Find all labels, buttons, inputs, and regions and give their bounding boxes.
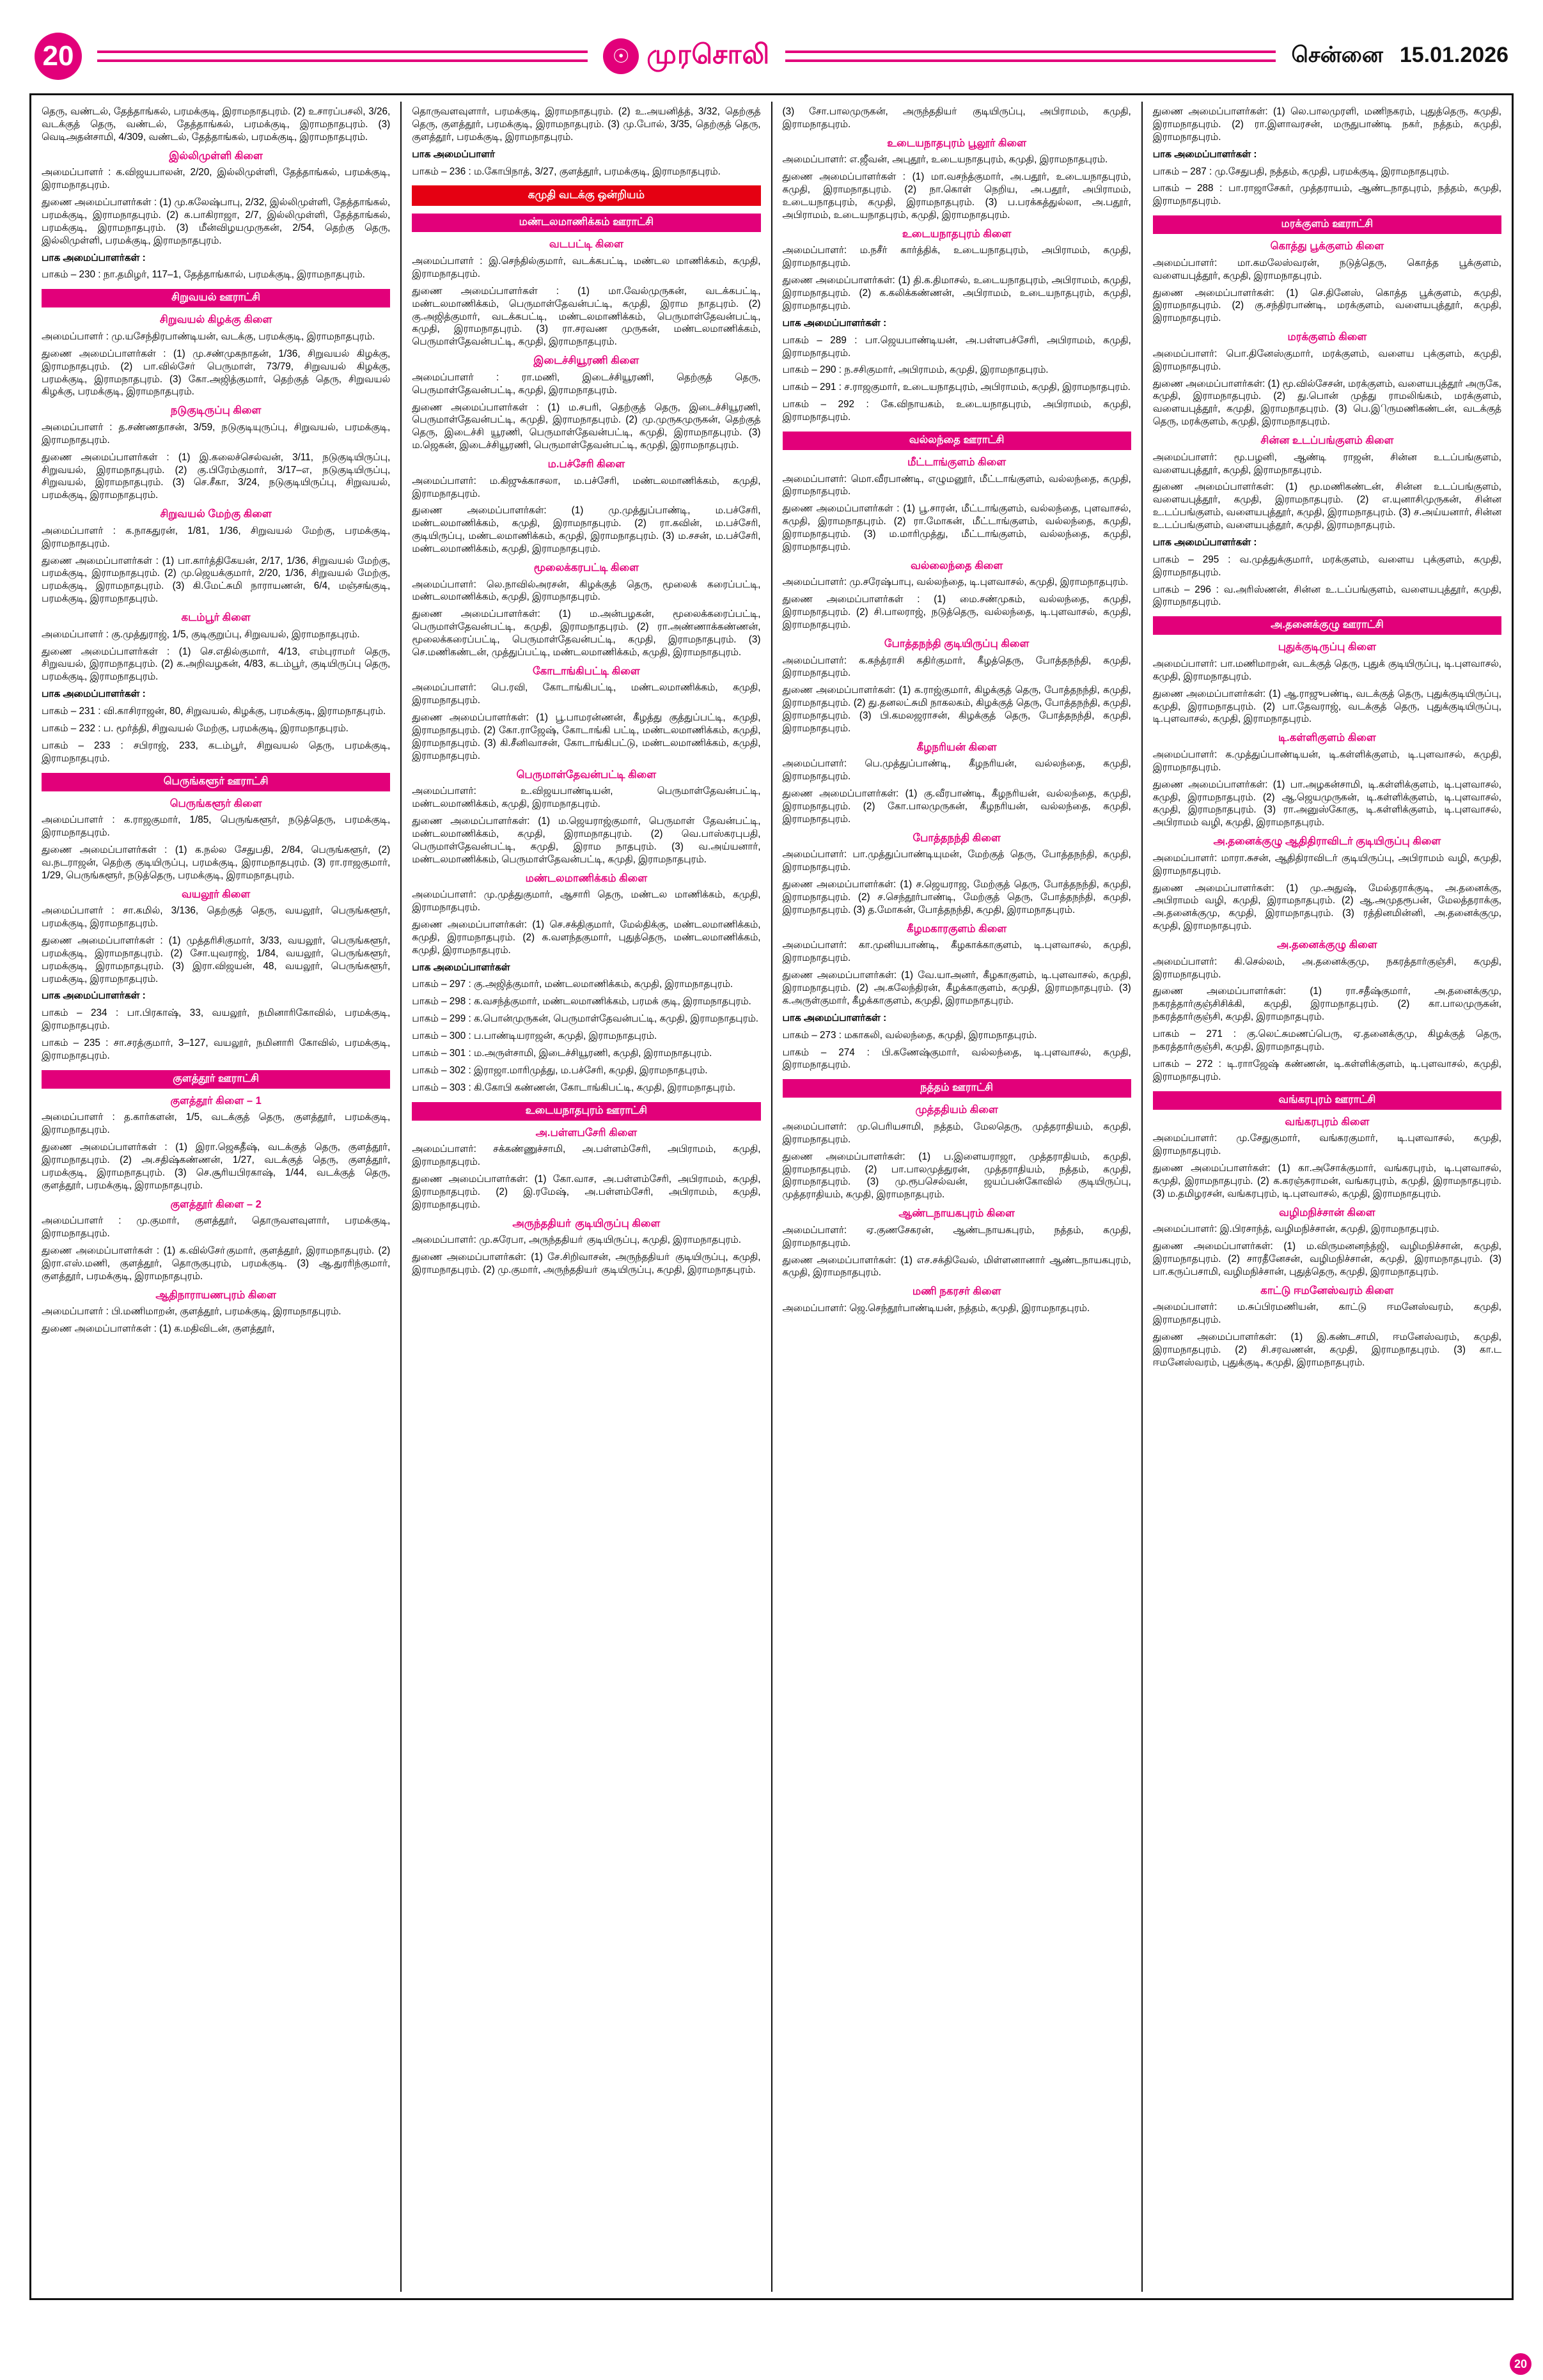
branch-heading: கீழநரியன் கிளை: [916, 741, 997, 753]
body-paragraph: அமைப்பாளர்: க.கந்த்ராசி கதிர்குமார், கீழத்தெரு, போத்தநந்தி, கமுதி, இராமநாதபுரம்.: [782, 655, 1131, 679]
body-paragraph: பாகம் – 287 : மு.சேதுபதி, நத்தம், கமுதி, பரமக்குடி, இராமநாதபுரம்.: [1152, 166, 1450, 177]
body-paragraph: துணை அமைப்பாளர்கள்: (1) ப.இளையராஜா, முத்தராதியம், கமுதி, இராமநாதபுரம். (2) பா.பாலமுத்துரன், முத்தராதியம், நத்தம், கமுதி, இராமநாதபுரம். (3) மு.ரூபசெல்வன், ஜயப்பன்கோவில் குடியிருப்பு, முத்தராதியம், கமுதி, இராமநாதபுரம்.: [782, 1151, 1131, 1201]
edition-city: சென்னை: [1291, 42, 1383, 67]
body-paragraph: பாகம் – 298 : க.வசந்த்குமார், மண்டலமாணிக்கம், பரமக் குடி, இராமநாதபுரம்.: [412, 996, 751, 1007]
body-paragraph: துணை அமைப்பாளர்கள்: (1) ம.அன்பழகன், மூலைக்கரைப்பட்டி, பெருமாள்தேவன்பட்டி, கமுதி, இராமநாதபுரம். (2) ரா.அண்ணாக்கண்ணன், மூலைக்கரைப்பட்டி, பெருமாள்தேவன்பட்டி, கமுதி, இராமநாதபுரம். (3) செ.மணிகண்டன், முத்துப்பட்டி, மண்டலமாணிக்கம், கமுதி, இராமநாதபுரம்.: [412, 609, 761, 658]
part-organisers-label: பாக அமைப்பாளர்கள் :: [42, 688, 146, 700]
masthead-logo: [603, 38, 770, 74]
panchayat-heading: மண்டலமாணிக்கம் ஊராட்சி: [412, 214, 760, 232]
body-paragraph: அமைப்பாளர்: பெ.ரவி, கோடாங்கிபட்டி, மண்டலமாணிக்கம், கமுதி, இராமநாதபுரம்.: [412, 682, 761, 706]
wheel-icon: ☉: [603, 38, 639, 74]
branch-heading: மண்டலமாணிக்கம் கிளை: [525, 872, 648, 884]
branch-heading: கோடாங்கிபட்டி கிளை: [532, 665, 640, 677]
body-paragraph: அமைப்பாளர்: உ.விஜயபாண்டியன், பெருமாள்தேவன்பட்டி, மண்டலமாணிக்கம், கமுதி, இராமநாதபுரம்.: [412, 786, 761, 810]
branch-heading: காட்டு ஈமனேஸ்வரம் கிளை: [1260, 1284, 1394, 1296]
body-paragraph: துணை அமைப்பாளர்கள் : (1) க.நல்ல சேதுபதி, 2/84, பெருங்களூர், (2) வ.நடராஜன், தெற்கு குடியிருப்பு, பரமக்குடி, இராமநாதபுரம். (3) ரா.ராஜகுமார், 1/29, பெருங்களூர், நடுத்தெரு, பரமக்குடி, இராமநாதபுரம்.: [42, 844, 391, 881]
masthead-rule-left: [97, 51, 588, 62]
body-paragraph: பாகம் – 273 : மகாகலி, வல்லந்தை, கமுதி, இராமநாதபுரம்.: [782, 1029, 1037, 1041]
body-paragraph: பாகம் – 236 : ம.கோபிநாத், 3/27, குளத்தூர், பரமக்குடி, இராமநாதபுரம்.: [412, 166, 721, 177]
masthead: [29, 26, 1514, 87]
branch-heading: குளத்தூர் கிளை – 1: [170, 1094, 262, 1107]
branch-heading: மரக்குளம் கிளை: [1287, 331, 1367, 343]
body-paragraph: தெரு, வண்டல், தேத்தாங்கல், பரமக்குடி, இராமநாதபுரம். (2) உசாரப்பசலி, 3/26, வடக்குத் தெரு, வண்டல், தேத்தாங்கல், பரமக்குடி, இராமநாதபுரம். (3) வெடிஅதன்சாமி, 4/309, வண்டல், தேத்தாங்கல், பரமக்குடி, இராமநாதபுரம்.: [42, 106, 391, 143]
body-paragraph: அமைப்பாளர்: கா.முனியபாண்டி, கீழகாக்காகுளம், டி.புளவாசல், கமுதி, இராமநாதபுரம்.: [782, 940, 1131, 964]
body-paragraph: துணை அமைப்பாளர்கள்: (1) மூ.வில்சேசன், மரக்குளம், வளையபுத்தூர் அருகே, கமுதி, இராமநாதபுரம். (2) து.பொன் முத்து ராமலிங்கம், மரக்குளம், வளையபுத்தூர், கமுதி, இராமநாதபுரம். (3) பெ.இிருமணிகண்டன், வடக்குத் தெரு, மரக்குளம், கமுதி, இராமநாதபுரம்.: [1152, 378, 1501, 428]
union-heading: கமுதி வடக்கு ஒன்றியம்: [412, 185, 760, 206]
body-paragraph: துணை அமைப்பாளர்கள் : (1) க.வில்சோ்குமார், குளத்தூர், இராமநாதபுரம். (2) இரா.எஸ்.மணி, குளத்தூர், தொருகுபுரம், பரமக்குடி. (3) ஆ.துரரிந்குமார், குளத்தூர், பரமக்குடி, இராமநாதபுரம்.: [42, 1245, 391, 1282]
body-paragraph: துணை அமைப்பாளர்கள் : (1) பூ.சாரன், மீட்டாங்குளம், வல்லந்தை, புளவாசல், கமுதி, இராமநாதபுரம். (2) ரா.மோகன், மீட்டாங்குளம், வல்லந்தை, கமுதி, இராமநாதபுரம். (3) ம.மாரிமுத்து, மீட்டாங்குளம், வல்லந்தை, கமுதி, இராமநாதபுரம்.: [782, 503, 1131, 552]
branch-heading: போத்தநந்தி கிளை: [912, 832, 1001, 844]
body-paragraph: துணை அமைப்பாளர்கள்: (1) க.ராஜ்குமார், கிழக்குத் தெரு, போத்தநந்தி, கமுதி, இராமநாதபுரம். (2) து.தனலட்சுமி நாகலகம், கிழக்குத் தெரு, போத்தநந்தி, கமுதி, இராமநாதபுரம். (3) பி.கமலஜராசன், கிழக்குத் தெரு, போத்தநந்தி, கமுதி, இராமநாதபுரம்.: [782, 685, 1131, 734]
body-paragraph: துணை அமைப்பாளர்கள் : (1) பா.கார்த்திகேயன், 2/17, 1/36, சிறுவயல் மேற்கு, பரமக்குடி, இராமநாதபுரம். (2) மு.ஜெயக்குமார், 2/20, 1/36, சிறுவயல் மேற்கு, பரமக்குடி, இராமநாதபுரம். (3) கி.மேட்சுமி நாராயணன், 6/4, மஞ்சங்குடி, பரமக்குடி, இராமநாதபுரம்.: [42, 555, 391, 605]
body-paragraph: அமைப்பாளர் : க.விஜயபாலன், 2/20, இல்லிமுள்ளி, தேத்தாங்கல், பரமக்குடி, இராமநாதபுரம்.: [42, 167, 391, 191]
body-paragraph: அமைப்பாளர்: பெ.முத்துப்பாண்டி, கீழநரியன், வல்லந்தை, கமுதி, இராமநாதபுரம்.: [782, 758, 1131, 782]
column-1: [31, 102, 402, 2292]
branch-heading: பெருமாள்தேவன்பட்டி கிளை: [516, 768, 657, 781]
body-paragraph: அமைப்பாளர் : இ.செந்தில்குமார், வடக்கபட்டி, மண்டல மாணிக்கம், கமுதி, இராமநாதபுரம்.: [412, 256, 761, 279]
footer-page-number: 20: [1510, 2353, 1531, 2375]
body-paragraph: பாகம் – 290 : ந.சசிகுமார், அபிராமம், கமுதி, இராமநாதபுரம்.: [782, 364, 1049, 376]
body-paragraph: பாகம் – 271 : கு.லெட்சுமணப்பெரு, ஏ.தனைக்குமு, கிழக்குத் தெரு, நகரத்தார்குஞ்சி, கமுதி, இராமநாதபுரம்.: [1152, 1029, 1501, 1052]
panchayat-heading: மரக்குளம் ஊராட்சி: [1153, 215, 1501, 234]
body-paragraph: பாகம் – 233 : சபிராஜ், 233, கடம்பூர், சிறுவயல் தெரு, பரமக்குடி, இராமநாதபுரம்.: [42, 740, 391, 764]
branch-heading: அ.தனைக்குழு ஆதிதிராவிடர் குடியிருப்பு கிளை: [1213, 836, 1441, 848]
body-paragraph: துணை அமைப்பாளர்கள்: (1) இ.கண்டசாமி, ஈமனேஸ்வரம், கமுதி, இராமநாதபுரம். (2) சி.சரவணன், கமுதி, இராமநாதபுரம். (3) கா.ட ஈமனேஸ்வரம், புதுக்குடி, கமுதி, இராமநாதபுரம்.: [1152, 1332, 1501, 1368]
branch-heading: முத்ததியம் கிளை: [915, 1104, 998, 1116]
body-paragraph: பாகம் – 231 : வி.காசிராஜன், 80, சிறுவயல், கிழக்கு, பரமக்குடி, இராமநாதபுரம்.: [42, 706, 386, 717]
body-paragraph: அமைப்பாளர்: பா.முத்துப்பாண்டியுமன், மேற்குத் தெரு, போத்தநந்தி, கமுதி, இராமநாதபுரம்.: [782, 849, 1131, 873]
branch-heading: உடையநாதபுரம் பூலூர் கிளை: [887, 137, 1027, 149]
panchayat-heading: பெருங்களூர் ஊராட்சி: [42, 773, 390, 791]
body-paragraph: அமைப்பாளர் : க.நாகதுரன், 1/81, 1/36, சிறுவயல் மேற்கு, பரமக்குடி, இராமநாதபுரம்.: [42, 525, 391, 549]
body-paragraph: பாகம் – 272 : டி.ராாஜேஷ் கண்ணன், டி.கள்ளிக்குளம், டி.புளவாசல், கமுதி, இராமநாதபுரம்.: [1152, 1058, 1501, 1082]
body-paragraph: அமைப்பாளர் : த.கார்களன், 1/5, வடக்குத் தெரு, குளத்தூர், பரமக்குடி, இராமநாதபுரம்.: [42, 1112, 391, 1136]
body-paragraph: அமைப்பாளர்: மு.சேதுகுமார், வங்கரகுமார், டி.புளவாசல், கமுதி, இராமநாதபுரம்.: [1152, 1133, 1501, 1156]
body-paragraph: அமைப்பாளர் : சா.கமில், 3/136, தெற்குத் தெரு, வயலூர், பெருங்களூர், பரமக்குடி, இராமநாதபுரம்.: [42, 905, 391, 929]
branch-heading: மீட்டாங்குளம் கிளை: [907, 456, 1006, 468]
panchayat-heading: உடையநாதபுரம் ஊராட்சி: [412, 1102, 760, 1121]
column-3: [772, 102, 1143, 2292]
body-paragraph: துணை அமைப்பாளர்கள்: (1) எச.சக்திவேல், மிள்ளனானார் ஆண்டநாயகபுரம், கமுதி, இராமநாதபுரம்.: [782, 1254, 1131, 1279]
edition-info: [1291, 43, 1508, 70]
body-paragraph: பாகம் – 234 : பா.பிரகாஷ், 33, வயலூர், நமினாரிகோவில், பரமக்குடி, இராமநாதபுரம்.: [42, 1007, 391, 1032]
edition-date: 15.01.2026: [1399, 42, 1509, 67]
body-paragraph: பாகம் – 297 : கு.அஜித்குமார், மண்டலமாணிக்கம், கமுதி, இராமநாதபுரம்.: [412, 979, 733, 990]
branch-heading: குளத்தூர் கிளை – 2: [170, 1198, 262, 1210]
body-paragraph: அமைப்பாளர்: க.முத்துப்பாண்டியன், டி.கள்ளிக்குளம், டி.புளவாசல், கமுதி, இராமநாதபுரம்.: [1152, 749, 1501, 773]
body-paragraph: துணை அமைப்பாளர்கள் : (1) இரா.ஜெகதீஷ், வடக்குத் தெரு, குளத்தூர், இராமநாதபுரம். (2) அ.சதிஷ்கண்ணன், 1/27, வடக்குத் தெரு, குளத்தூர், பரமக்குடி, இராமநாதபுரம். (3) செ.சூரியபிரகாஷ், 1/44, வடக்குத் தெரு, குளத்தூர், பரமக்குடி, இராமநாதபுரம்.: [42, 1142, 391, 1191]
body-paragraph: துணை அமைப்பாளர்கள்: (1) மு.முத்துப்பாண்டி, ம.பச்சேரி, மண்டலமாணிக்கம், கமுதி, இராமநாதபுரம். (2) ரா.கவின், ம.பச்சேரி, குடியிருப்பு, மண்டலமாணிக்கம், கமுதி, இராமநாதபுரம். (3) ம.சசன், ம.பச்சேரி, மண்டலமாணிக்கம், கமுதி, இராமநாதபுரம்.: [412, 505, 761, 554]
body-paragraph: பாகம் – 295 : வ.முத்துக்குமார், மரக்குளம், வளைய புக்குளம், கமுதி, இராமநாதபுரம்.: [1152, 554, 1501, 578]
body-paragraph: அமைப்பாளர்: மா.கமலேஸ்வரன், நடுத்தெரு, கொத்த பூக்குளம், வளையபுத்தூர், கமுதி, இராமநாதபுரம்.: [1152, 257, 1501, 281]
branch-heading: ஆண்டநாயகபுரம் கிளை: [898, 1208, 1015, 1220]
body-paragraph: அமைப்பாளர்: ஜெ.செந்தூர்பாண்டியன், நத்தம், கமுதி, இராமநாதபுரம்.: [782, 1302, 1090, 1314]
branch-heading: நடுகுடிருப்பு கிளை: [170, 405, 262, 417]
column-2: [402, 102, 772, 2292]
branch-heading: சிறுவயல் கிழக்கு கிளை: [159, 314, 272, 326]
branch-heading: வயலூர் கிளை: [181, 888, 251, 900]
branch-heading: இல்லிமுள்ளி கிளை: [169, 150, 263, 162]
branch-heading: மணி நகரசர் கிளை: [912, 1286, 1001, 1298]
branch-heading: போத்தநந்தி குடியிருப்பு கிளை: [884, 637, 1030, 649]
branch-heading: அ.தனைக்குழு கிளை: [1277, 939, 1377, 951]
branch-heading: சின்ன உடப்பங்குளம் கிளை: [1260, 435, 1394, 446]
body-paragraph: அமைப்பாளர்: சக்கண்ணுச்சாமி, அ.பள்ளம்சேரி, அபிராமம், கமுதி, இராமநாதபுரம்.: [412, 1144, 761, 1167]
body-paragraph: அமைப்பாளர்: ம.சுப்பிரமணியன், காட்டு ஈமனேஸ்வரம், கமுதி, இராமநாதபுரம்.: [1152, 1302, 1501, 1326]
body-paragraph: துணை அமைப்பாளர்கள் : (1) மு.சண்முகநாதன், 1/36, சிறுவயல் கிழக்கு, இராமநாதபுரம். (2) பா.வில்சோ் பெருமாள், 73/79, சிறுவயல் கிழக்கு, பரமக்குடி, இராமநாதபுரம். (3) கோ.அஜித்குமார், தெற்குத் தெரு, சிறுவயல் கிழக்கு, பரமக்குடி, இராமநாதபுரம்.: [42, 348, 391, 398]
body-paragraph: பாகம் – 300 : ப.பாண்டியராஜன், கமுதி, இராமநாதபுரம்.: [412, 1031, 657, 1041]
branch-heading: இடைச்சியூரணி கிளை: [533, 355, 639, 367]
branch-heading: மூலைக்கரபட்டி கிளை: [533, 561, 639, 573]
body-paragraph: அமைப்பாளர் : பி.மணிமாறன், குளத்தூர், பரமக்குடி, இராமநாதபுரம்.: [42, 1306, 341, 1318]
body-paragraph: துணை அமைப்பாளர்கள் : (1) மா.வேல்முருகன், வடக்கபட்டி, மண்டலமாணிக்கம், பெருமாள்தேவன்பட்டி, கமுதி, இராம நாதபுரம். (2) கு.அஜித்குமார், வடக்கபட்டி, மண்டலமாணிக்கம், பெருமாள்தேவன்பட்டி, கமுதி, இராமநாதபுரம். (3) ரா.சரவண முருகன், மண்டலமாணிக்கம், பெருமாள்தேவன்பட்டி, கமுதி, இராமநாதபுரம்.: [412, 285, 761, 348]
column-4: [1143, 102, 1512, 2292]
body-paragraph: அமைப்பாளர்: மாரா.சுசன், ஆதிதிராவிடர் குடியிருப்பு, அபிராமம் வழி, கமுதி, இராமநாதபுரம்.: [1152, 852, 1501, 876]
body-paragraph: அமைப்பாளர்: பொ.தினேஸ்குமார், மரக்குளம், வளைய புக்குளம், கமுதி, இராமநாதபுரம்.: [1152, 348, 1501, 372]
body-paragraph: துணை அமைப்பாளர்கள்: (1) கா.அசோக்குமார், வங்கரபுரம், டி.புளவாசல், கமுதி, இராமநாதபுரம். (2) க.கரஞ்சுராமன், வங்கரபுரம், கமுதி, இராமநாதபுரம். (3) ம.தமிழரசன், வங்கரபுரம், டி.புளவாசல், கமுதி, இராமநாதபுரம்.: [1152, 1162, 1501, 1199]
body-paragraph: துணை அமைப்பாளர்கள்: (1) கோ.வாச, அ.பள்ளம்சேரி, அபிராமம், கமுதி, இராமநாதபுரம். (2) இ.ரமேஷ், அ.பள்ளம்சேரி, அபிராமம், கமுதி, இராமநாதபுரம்.: [412, 1173, 761, 1210]
branch-heading: உடையநாதபுரம் கிளை: [902, 228, 1012, 240]
body-paragraph: பாகம் – 292 : கே.விநாயகம், உடையநாதபுரம், அபிராமம், கமுதி, இராமநாதபுரம்.: [782, 399, 1131, 423]
body-paragraph: அமைப்பாளர்: எ.ஜீவன், அபுதூர், உடையநாதபுரம், கமுதி, இராமநாதபுரம்.: [782, 154, 1108, 166]
body-paragraph: துணை அமைப்பாளர்கள்: (1) லெ.பாலமுரளி, மணிநகரம், புதுத்தெரு, கமுதி, இராமநாதபுரம். (2) ரா.இளாவரசன், மருதுபாண்டி நகர், நத்தம், கமுதி, இராமநாதபுரம்.: [1152, 106, 1501, 143]
body-paragraph: அமைப்பாளர் : க.ராஜகுமார், 1/85, பெருங்களூர், நடுத்தெரு, பரமக்குடி, இராமநாதபுரம்.: [42, 814, 391, 838]
panchayat-heading: நத்தம் ஊராட்சி: [783, 1079, 1131, 1098]
branch-heading: வழிமநிச்சான் கிளை: [1279, 1206, 1375, 1218]
body-paragraph: அமைப்பாளர்: மு.சரேஷ்பாபு, வல்லந்தை, டி.புளவாசல், கமுதி, இராமநாதபுரம்.: [782, 577, 1129, 588]
body-paragraph: அமைப்பாளர்: மொ.வீரபாண்டி, எழுமனூர், மீட்டாங்குளம், வல்லந்தை, கமுதி, இராமநாதபுரம்.: [782, 473, 1131, 497]
part-organisers-label: பாக அமைப்பாளர்கள் :: [782, 317, 887, 329]
content-frame: [29, 93, 1514, 2300]
branch-heading: கீழமகாரகுளம் கிளை: [907, 922, 1007, 935]
body-paragraph: துணை அமைப்பாளர்கள்: (1) செ.சக்திகுமார், மேல்திக்கு, மண்டலமாணிக்கம், கமுதி, இராமநாதபுரம். (2) க.வளந்தகுமார், புதுத்தெரு, மண்டலமாணிக்கம், கமுதி, இராமநாதபுரம்.: [412, 919, 761, 956]
body-paragraph: துணை அமைப்பாளர்கள்: (1) வே.யாஅனர், கீழகாகுளம், டி.புளவாசல், கமுதி, இராமநாதபுரம். (2) அ.கலேந்திரன், கீழக்காகுளம், கமுதி, இராமநாதபுரம். (3) க.அருள்குமார், கீழக்காகுளம், கமுதி, இராமநாதபுரம்.: [782, 970, 1131, 1006]
body-paragraph: அமைப்பாளர் : மு.குமார், குளத்தூர், தொருவளவுளார், பரமக்குடி, இராமநாதபுரம்.: [42, 1215, 391, 1240]
body-paragraph: அமைப்பாளர்: பா.மணிமாறன், வடக்குத் தெரு, புதுக் குடியிருப்பு, டி.புளவாசல், கமுதி, இராமநாதபுரம்.: [1152, 658, 1501, 682]
body-paragraph: அமைப்பாளர்: லெ.நாவில்அரசன், கிழக்குத் தெரு, மூலைக் கரைப்பட்டி, மண்டலமாணிக்கம், கமுதி, இராமநாதபுரம்.: [412, 579, 761, 603]
body-paragraph: துணை அமைப்பாளர்கள்: (1) செ.தினேஸ், கொத்த பூக்குளம், கமுதி, இராமநாதபுரம். (2) கு.சந்திரபாண்டி, மரக்குளம், வளையபுத்தூர், கமுதி, இராமநாதபுரம்.: [1152, 287, 1501, 324]
body-paragraph: துணை அமைப்பாளர்கள்: (1) ம.விருமனனந்த்ஜி, வழிமநிச்சான், கமுதி, இராமநாதபுரம். (2) சாரதீனேசன், வழிமநிச்சான், கமுதி, இராமநாதபுரம். (3) பா.கருப்பசாமி, வழிமநிச்சான், புதுத்தெரு, கமுதி, இராமநாதபுரம்.: [1152, 1241, 1501, 1277]
body-paragraph: பாகம் – 288 : பா.ராஜாசேகர், முத்தராயம், ஆண்டநாதபுரம், நத்தம், கமுதி, இராமநாதபுரம்.: [1152, 183, 1501, 207]
panchayat-heading: வல்லந்தை ஊராட்சி: [783, 432, 1131, 450]
body-paragraph: துணை அமைப்பாளர்கள் : (1) முத்தரிசிகுமார், 3/33, வயலூர், பெருங்களூர், பரமக்குடி, இராமநாதபுரம். (2) சோ.யுவராஜ், 1/84, வயலூர், பெருங்களூர், பரமக்குடி, இராமநாதபுரம். (3) இரா.விஜயன், 48, வயலூர், பெருங்களூர், பரமக்குடி, இராமநாதபுரம்.: [42, 935, 391, 984]
body-paragraph: பாகம் – 235 : சா.சரத்குமார், 3–127, வயலூர், நமினாரி கோவில், பரமக்குடி, இராமநாதபுரம்.: [42, 1038, 391, 1061]
body-paragraph: பாகம் – 289 : பா.ஜெயபாண்டியன், அ.பள்ளபச்சேரி, அபிராமம், கமுதி, இராமநாதபுரம்.: [782, 334, 1131, 359]
body-paragraph: துணை அமைப்பாளர்கள்: (1) தி.க.திமாசல், உடையநாதபுரம், அபிராமம், கமுதி, இராமநாதபுரம். (2) க.கலிக்கண்ணன், அபிராமம், உடையநாதபுரம், கமுதி, இராமநாதபுரம்.: [782, 275, 1131, 311]
body-paragraph: துணை அமைப்பாளர்கள்: (1) மு.அதுஷ், மேல்தராக்குடி, அ.தனைக்கு, அபிராமம் வழி, கமுதி, இராமநாதபுரம். (2) ஆ.அமுதரூபன், மேலத்தராக்கு, அ.தனைக்குமு, கமுதி, இராமநாதபுரம். (3) ரத்தினமின்னி, அ.தனைக்குமு, கமுதி, இராமநாதபுரம்.: [1152, 882, 1501, 932]
branch-heading: கடம்பூர் கிளை: [181, 612, 251, 623]
body-paragraph: துணை அமைப்பாளர்கள் : (1) இ.கலைச்செல்வன், 3/11, நடுகுடியிருப்பு, சிறுவயல், இராமநாதபுரம். (2) கு.பிரேம்குமார், 3/17–எ, நடுகுடியிருப்பு, சிறுவயல், இராமநாதபுரம். (3) செ.சீகா, 3/24, நடுகுடியிருப்பு, சிறுவயல், பரமக்குடி, இராமநாதபுரம்.: [42, 451, 391, 501]
body-paragraph: துணை அமைப்பாளர்கள் : (1) மை.சண்முகம், வல்லந்தை, கமுதி, இராமநாதபுரம். (2) சி.பாலராஜ், நடுத்தெரு, வல்லந்தை, டி.புளவாசல், கமுதி, இராமநாதபுரம்.: [782, 594, 1131, 630]
body-paragraph: துணை அமைப்பாளர்கள் : (1) ம.சபரி, தெற்குத் தெரு, இடைச்சியூரணி, பெருமாள்தேவன்பட்டி, கமுதி, இராமநாதபுரம். (2) மு.முருகமுருகன், தெற்குத் தெரு, இடைச்சி யூரணி, பெருமாள்தேவன்பட்டி, கமுதி, இராமநாதபுரம். (3) ம.ஜெகன், இடைச்சியூரணி, பெருமாள்தேவன்பட்டி, கமுதி, இராமநாதபுரம்.: [412, 401, 761, 451]
body-paragraph: அமைப்பாளர்: மு.முத்துகுமார், ஆசாரி தெரு, மண்டல மாணிக்கம், கமுதி, இராமநாதபுரம்.: [412, 889, 761, 913]
panchayat-heading: அ.தனைக்குழு ஊராட்சி: [1153, 616, 1501, 635]
body-paragraph: துணை அமைப்பாளர்கள் : (1) மா.வசந்த்குமார், அ.பதூர், உடையநாதபுரம், கமுதி, இராமநாதபுரம். (2) நா.கொள் நெறிய, அ.பதூர், அபிராமம், உடையநாதபுரம், கமுதி, இராமநாதபுரம். (3) ப.பரக்கத்துல்லா, அ.பதூர், அபிராமம், உடையநாதபுரம், கமுதி, இராமநாதபுரம்.: [782, 171, 1131, 221]
body-paragraph: அமைப்பாளர்: மு.பெரியசாமி, நத்தம், மேலதெரு, முத்தராதியம், கமுதி, இராமநாதபுரம்.: [782, 1121, 1131, 1145]
part-organisers-label: பாக அமைப்பாளர்கள் :: [1152, 148, 1257, 160]
body-paragraph: அமைப்பாளர்: மு.சுரேபா, அருந்ததியா் குடியிருப்பு, கமுதி, இராமநாதபுரம்.: [412, 1234, 741, 1246]
body-paragraph: அமைப்பாளர்: ஏ.குணசேகரன், ஆண்டநாயகபுரம், நத்தம், கமுதி, இராமநாதபுரம்.: [782, 1224, 1131, 1248]
body-paragraph: அமைப்பாளர்: ம.கிஜுக்காசலா, ம.பச்சேரி, மண்டலமாணிக்கம், கமுதி, இராமநாதபுரம்.: [412, 475, 761, 499]
body-paragraph: துணை அமைப்பாளர்கள் : (1) க.மதிவிடன், குளத்தூர்,: [42, 1323, 275, 1335]
branch-heading: அருந்ததியா் குடியிருப்பு கிளை: [512, 1217, 661, 1229]
body-paragraph: துணை அமைப்பாளர்கள்: (1) மூ.மணிகண்டன், சின்ன உடப்பங்குளம், வளையபுத்தூர், கமுதி, இராமநாதபுரம். (2) எ.யுனாசிமுருகன், சின்ன உ.டப்பங்குளம், வளையபுத்தூர், கமுதி, இராமநாதபுரம். (3) ச.அய்யனார், சின்ன உ.டப்பங்குளம், வளையபுத்தூர், கமுதி, இராமநாதபுரம்.: [1152, 481, 1501, 531]
body-paragraph: அமைப்பாளர் : கு.முத்துராஜ், 1/5, குடிகுறுப்பு, சிறுவயல், இராமநாதபுரம்.: [42, 628, 360, 640]
body-paragraph: துணை அமைப்பாளர்கள்: (1) ம.ஜெயராஜ்குமார், பெருமாள் தேவன்பட்டி, மண்டலமாணிக்கம், கமுதி, இராமநாதபுரம். (2) வெ.பாஸ்கரபுபதி, பெருமாள்தேவன்பட்டி, கமுதி, இராம நாதபுரம். (3) வ.அய்யனார், மண்டலமாணிக்கம், பெருமாள்தேவன்பட்டி, கமுதி, இராமநாதபுரம்.: [412, 816, 761, 865]
panchayat-heading: குளத்தூர் ஊராட்சி: [42, 1070, 390, 1089]
part-organisers-label: பாக அமைப்பாளர்கள் :: [1152, 536, 1257, 548]
panchayat-heading: சிறுவயல் ஊராட்சி: [42, 289, 390, 307]
masthead-rule-right: [785, 51, 1276, 62]
page-number-badge: 20: [35, 33, 82, 80]
body-paragraph: துணை அமைப்பாளர்கள் : (1) மு.கலேஷ்பாபு, 2/32, இல்லிமுள்ளி, தேத்தாங்கல், பரமக்குடி, இராமநாதபுரம். (2) க.பாகிராஜா, 2/7, இல்லிமுள்ளி, தேத்தாங்கல், பரமக்குடி, இராமநாதபுரம். (3) மீன்விழயமுருகன், 2/54, தெற்கு தெரு, இல்லிமுள்ளி, பரமக்குடி, இராமநாதபுரம்.: [42, 197, 391, 246]
body-paragraph: அமைப்பாளர்: ம.நசீர் கார்த்திக், உடையநாதபுரம், அபிராமம், கமுதி, இராமநாதபுரம்.: [782, 245, 1131, 269]
body-paragraph: பாகம் – 301 : ம.அருள்சாமி, இடைச்சியூரணி, கமுதி, இராமநாதபுரம்.: [412, 1047, 712, 1059]
branch-heading: புதுக்குடிருப்பு கிளை: [1278, 641, 1377, 653]
branch-heading: வல்லைந்தை கிளை: [910, 559, 1003, 572]
branch-heading: டி.கள்ளிகுளம் கிளை: [1278, 732, 1376, 744]
body-paragraph: பாகம் – 232 : ப. மூர்த்தி, சிறுவயல் மேற்கு, பரமக்குடி, இராமநாதபுரம்.: [42, 722, 349, 734]
branch-heading: பெருங்களூர் கிளை: [169, 797, 262, 809]
part-organisers-label: பாக அமைப்பாளர்: [412, 148, 495, 160]
body-paragraph: துணை அமைப்பாளர்கள்: (1) ரா.சதீஷ்குமார், அ.தனைக்குமு, நகரத்தார்குஞ்சிசிக்கி, கமுதி, இராமநாதபுரம். (2) கா.பாலமுருகன், நகரத்தார்குஞ்சி, கமுதி, இராமநாதபுரம்.: [1152, 986, 1501, 1023]
branch-heading: கொத்து பூக்குளம் கிளை: [1270, 240, 1384, 253]
body-paragraph: பாகம் – 274 : பி.கணேஷ்குமார், வல்லந்தை, டி.புளவாசல், கமுதி, இராமநாதபுரம்.: [782, 1046, 1131, 1071]
body-paragraph: பாகம் – 302 : இராஜா.மாரிமுத்து, ம.பச்சேரி, கமுதி, இராமநாதபுரம்.: [412, 1064, 708, 1076]
body-paragraph: துணை அமைப்பாளர்கள்: (1) பூ.பாமரன்ணன், கீழத்து குத்துப்பட்டி, கமுதி, இராமநாதபுரம். (2) கோ.ராஜேஷ், கோடாங்கி பட்டி, மண்டலமாணிக்கம், கமுதி, இராமநாதபுரம். (3) கி.சீனிவாசன், கோடாங்கிபட்டு, மண்டலமாணிக்கம், கமுதி, இராமநாதபுரம்.: [412, 712, 761, 761]
branch-heading: ஆதிநாராயணபுரம் கிளை: [155, 1289, 276, 1301]
body-paragraph: துணை அமைப்பாளர்கள் : (1) செ.எதில்குமார், 4/13, எம்புராமர் தெரு, சிறுவயல், இராமநாதபுரம். (2) க.அறிவழகன், 4/83, கடம்பூர், குடியிருப்பு தெரு, பரமக்குடி, இராமநாதபுரம்.: [42, 646, 391, 683]
body-paragraph: பாகம் – 296 : வ.அரிஸ்ணன், சின்ன உ.டப்பங்குளம், வளையபுத்தூர், கமுதி, இராமநாதபுரம்.: [1152, 584, 1501, 608]
panchayat-heading: வங்கரபுரம் ஊராட்சி: [1153, 1091, 1501, 1110]
branch-heading: அ.பள்ளபசேரி கிளை: [535, 1126, 638, 1139]
body-paragraph: துணை அமைப்பாளர்கள்: (1) கு.வீரபாண்டி, கீழநரியன், வல்லந்தை, கமுதி, இராமநாதபுரம். (2) கோ.பாலமுருகன், கீழநரியன், வல்லந்தை, கமுதி, இராமநாதபுரம்.: [782, 788, 1131, 825]
body-paragraph: துணை அமைப்பாளர்கள்: (1) ஆ.ராஜுபண்டி, வடக்குத் தெரு, புதுக்குடியிருப்பு, கமுதி, இராமநாதபுரம். (2) பா.தேவராஜ், வடக்குத் தெரு, புதுக்குடியிருப்பு, டி.புளவாசல், கமுதி, இராமநாதபுரம்.: [1152, 688, 1501, 725]
body-paragraph: பாகம் – 303 : கி.கோபி கண்ணன், கோடாங்கிபட்டி, கமுதி, இராமநாதபுரம்.: [412, 1082, 736, 1093]
body-paragraph: துணை அமைப்பாளர்கள்: (1) பா.அழகன்சாமி, டி.கள்ளிக்குளம், டி.புளவாசல், கமுதி, இராமநாதபுரம். (2) ஆ.ஜெயமுருகன், டி.கள்ளிக்குளம், டி.புளவாசல், கமுதி, இராமநாதபுரம். (3) ரா.அனுஸ்கோகு, டி.கள்ளிக்குளம், டி.புளவாசல், அபிராமம் வழி, கமுதி, இராமநாதபுரம்.: [1152, 779, 1501, 828]
body-paragraph: அமைப்பாளர்: கி.செல்லம், அ.தனைக்குமு, நகரத்தார்குஞ்சி, கமுதி, இராமநாதபுரம்.: [1152, 956, 1501, 980]
branch-heading: சிறுவயல் மேற்கு கிளை: [160, 508, 272, 520]
publication-title: முரசொலி: [646, 39, 771, 69]
body-paragraph: தொருவளவுளார், பரமக்குடி, இராமநாதபுரம். (2) உ.அயனித்த், 3/32, தெற்குத் தெரு, குளத்தூர், பரமக்குடி, இராமநாதபுரம். (3) மு.போல், 3/35, தெற்குத் தெரு, குளத்தூர், பரமக்குடி, இராமநாதபுரம்.: [412, 106, 761, 143]
body-paragraph: அமைப்பாளர்: இ.பிரசாந்த், வழிமநிச்சான், கமுதி, இராமநாதபுரம்.: [1152, 1224, 1439, 1235]
part-organisers-label: பாக அமைப்பாளர்கள் :: [42, 252, 146, 263]
part-organisers-label: பாக அமைப்பாளர்கள் :: [782, 1012, 887, 1023]
body-paragraph: பாகம் – 230 : நா.தமிழர், 117–1, தேத்தாங்கால், பரமக்குடி, இராமநாதபுரம்.: [42, 269, 365, 281]
body-paragraph: பாகம் – 291 : ச.ராஜகுமார், உடையநாதபுரம், அபிராமம், கமுதி, இராமநாதபுரம்.: [782, 382, 1131, 393]
body-paragraph: அமைப்பாளர்: மூ.பழனி, ஆண்டி ராஜன், சின்ன உடப்பங்குளம், வளையபுத்தூர், கமுதி, இராமநாதபுரம்.: [1152, 451, 1501, 476]
part-organisers-label: பாக அமைப்பாளர்கள் :: [42, 990, 146, 1002]
body-paragraph: அமைப்பாளர் : த.சண்ணதாசன், 3/59, நடுகுடியுருப்பு, சிறுவயல், பரமக்குடி, இராமநாதபுரம்.: [42, 421, 391, 446]
body-paragraph: அமைப்பாளர் : மு.யசேந்திரபாண்டியன், வடக்கு, பரமக்குடி, இராமநாதபுரம்.: [42, 331, 375, 342]
branch-heading: வடபட்டி கிளை: [549, 238, 623, 251]
part-organisers-label: பாக அமைப்பாளர்கள்: [412, 961, 510, 973]
branch-heading: வங்கரபுரம் கிளை: [1285, 1116, 1370, 1128]
body-paragraph: துணை அமைப்பாளர்கள்: (1) சே.சிறிவாசன், அருந்ததியா் குடியிருப்பு, கமுதி, இராமநாதபுரம். (2) மு.குமார், அருந்ததியா் குடியிருப்பு, கமுதி, இராமநாதபுரம்.: [412, 1252, 761, 1275]
body-paragraph: அமைப்பாளர் : ரா.மணி, இடைச்சியூரணி, தெற்குத் தெரு, பெருமாள்தேவன்பட்டி, கமுதி, இராமநாதபுரம்.: [412, 371, 761, 396]
body-paragraph: பாகம் – 299 : க.பொன்முருகன், பெருமாள்தேவன்பட்டி, கமுதி, இராமநாதபுரம்.: [412, 1013, 759, 1025]
body-paragraph: (3) சோ.பாலமுருகன், அருந்ததியா் குடியிருப்பு, அபிராமம், கமுதி, இராமநாதபுரம்.: [782, 106, 1131, 130]
body-paragraph: துணை அமைப்பாளர்கள்: (1) ச.ஜெயராஜ, மேற்குத் தெரு, போத்தநந்தி, கமுதி, இராமநாதபுரம். (2) ச.செந்தூர்பாண்டி, மேற்குத் தெரு, போத்தநந்தி, கமுதி, இராமநாதபுரம். (3) த.மோகன், போத்தநந்தி, கமுதி, இராமநாதபுரம்.: [782, 879, 1131, 915]
branch-heading: ம.பச்சேரி கிளை: [547, 458, 625, 470]
